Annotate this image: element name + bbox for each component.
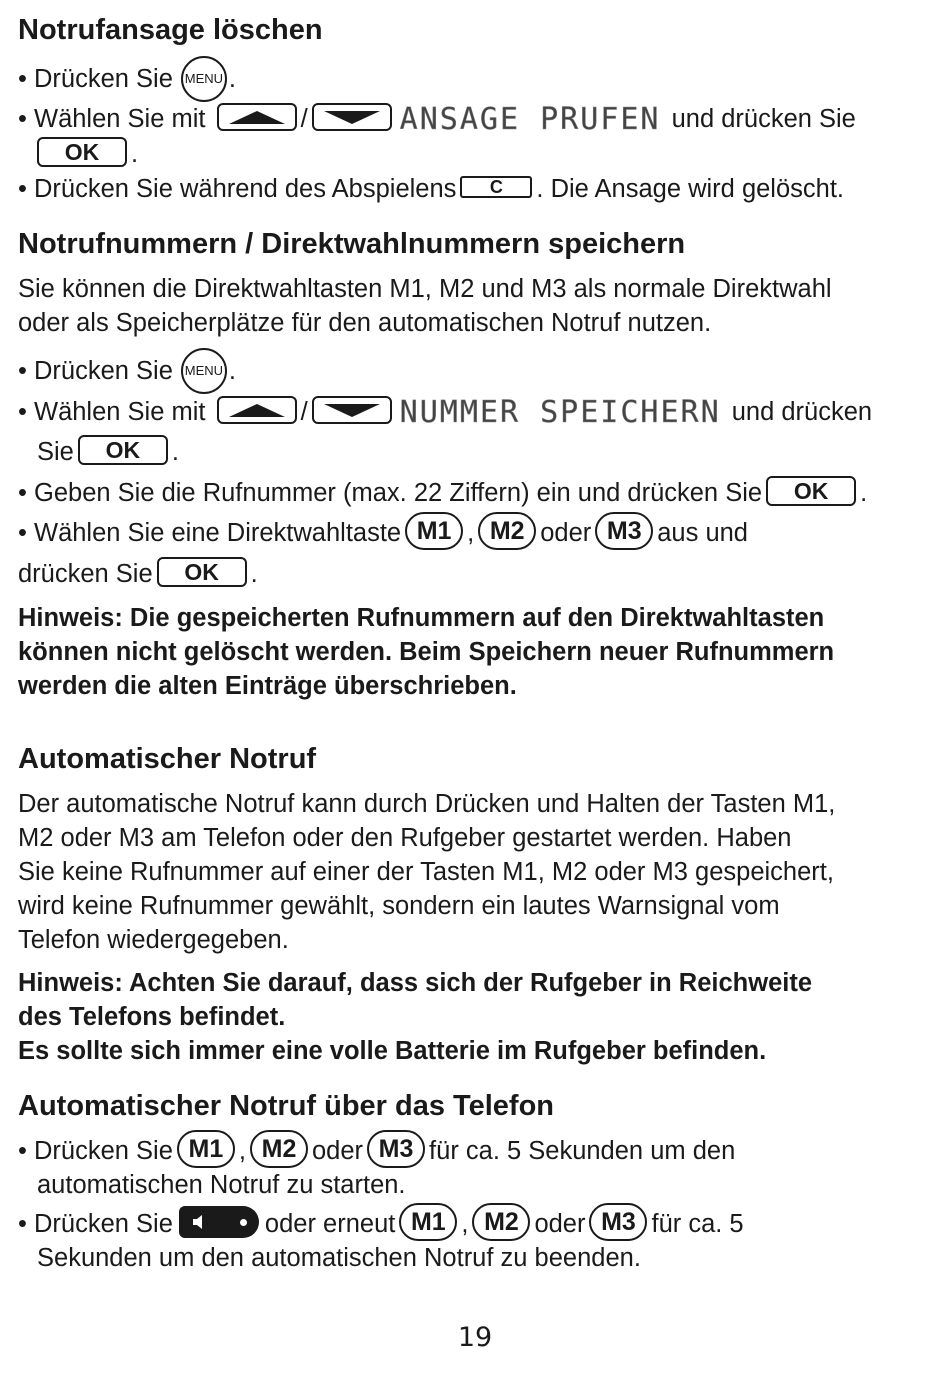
s3-paragraph-line-1: Der automatische Notruf kann durch Drücken und Halten der Tasten M1, <box>18 790 836 818</box>
s4-bullet-2: • Drücken Sie oder erneut M1 , M2 oder M3 für ca. 5 <box>18 1207 744 1241</box>
m2-key-icon: M2 <box>472 1203 530 1241</box>
m1-key-icon: M1 <box>399 1203 457 1241</box>
s4-bullet-1: • Drücken Sie M1 , M2 oder M3 für ca. 5 Sekunden um den <box>18 1134 735 1168</box>
s4-bullet-1-cont: automatischen Notruf zu starten. <box>37 1171 406 1199</box>
c-key-icon: C <box>460 176 532 198</box>
m2-key-icon: M2 <box>250 1130 308 1168</box>
section-title-automatischer-notruf: Automatischer Notruf <box>18 743 317 775</box>
page-number: 19 <box>457 1322 493 1353</box>
s3-paragraph-line-2: M2 oder M3 am Telefon oder den Rufgeber gestartet werden. Haben <box>18 824 792 852</box>
ok-key-icon: OK <box>78 435 168 465</box>
up-arrow-key-icon <box>217 396 297 424</box>
down-arrow-key-icon <box>312 396 392 424</box>
s2-paragraph-line-2: oder als Speicherplätze für den automatischen Notruf nutzen. <box>18 309 712 337</box>
s2-note-line-2: können nicht gelöscht werden. Beim Speichern neuer Rufnummern <box>18 638 835 666</box>
m1-key-icon: M1 <box>177 1130 235 1168</box>
m3-key-icon: M3 <box>595 512 653 550</box>
s3-paragraph-line-4: wird keine Rufnummer gewählt, sondern ein lautes Warnsignal vom <box>18 892 780 920</box>
s3-paragraph-line-3: Sie keine Rufnummer auf einer der Tasten M1, M2 oder M3 gespeichert, <box>18 858 834 886</box>
s2-bullet-4-cont: drücken Sie OK . <box>18 559 258 588</box>
ok-key-icon: OK <box>37 137 127 167</box>
s2-note-line-3: werden die alten Einträge überschrieben. <box>18 672 517 700</box>
lcd-text-ansage-prufen: ANSAGE PRUFEN <box>399 102 661 138</box>
s1-bullet-1: • Drücken Sie MENU . <box>18 62 236 96</box>
m3-key-icon: M3 <box>589 1203 647 1241</box>
s2-bullet-4: • Wählen Sie eine Direktwahltaste M1 , M2 oder M3 aus und <box>18 516 748 550</box>
section-title-notrufansage: Notrufansage löschen <box>18 14 323 46</box>
lcd-text-nummer-speichern: NUMMER SPEICHERN <box>399 395 721 431</box>
s1-bullet-2: • Wählen Sie mit / ANSAGE PRUFEN und drücken Sie <box>18 102 856 138</box>
m1-key-icon: M1 <box>405 512 463 550</box>
s1-bullet-3: • Drücken Sie während des Abspielens C . Die Ansage wird gelöscht. <box>18 175 845 203</box>
s3-note-line-1: Hinweis: Achten Sie darauf, dass sich der Rufgeber in Reichweite <box>18 969 813 997</box>
ok-key-icon: OK <box>157 557 247 587</box>
s1-bullet-2-cont: OK . <box>37 137 138 171</box>
s2-paragraph-line-1: Sie können die Direktwahltasten M1, M2 und M3 als normale Direktwahl <box>18 275 832 303</box>
m3-key-icon: M3 <box>367 1130 425 1168</box>
up-arrow-key-icon <box>217 103 297 131</box>
s3-note-line-3: Es sollte sich immer eine volle Batterie im Rufgeber befinden. <box>18 1037 767 1065</box>
m2-key-icon: M2 <box>478 512 536 550</box>
section-title-notruf-telefon: Automatischer Notruf über das Telefon <box>18 1090 555 1122</box>
s4-bullet-2-cont: Sekunden um den automatischen Notruf zu beenden. <box>37 1244 641 1272</box>
ok-key-icon: OK <box>766 476 856 506</box>
speaker-key-icon <box>179 1206 259 1238</box>
section-title-notrufnummern: Notrufnummern / Direktwahlnummern speichern <box>18 228 686 260</box>
menu-key-icon: MENU <box>181 348 227 394</box>
s3-paragraph-line-5: Telefon wiedergegeben. <box>18 926 289 954</box>
s3-note-line-2: des Telefons befindet. <box>18 1003 286 1031</box>
s2-bullet-2-cont: Sie OK . <box>37 437 179 466</box>
down-arrow-key-icon <box>312 103 392 131</box>
s2-bullet-1: • Drücken Sie MENU . <box>18 354 236 388</box>
menu-key-icon: MENU <box>181 56 227 102</box>
s2-bullet-3: • Geben Sie die Rufnummer (max. 22 Ziffern) ein und drücken Sie OK . <box>18 478 868 507</box>
s2-bullet-2: • Wählen Sie mit / NUMMER SPEICHERN und drücken <box>18 395 873 431</box>
s2-note-line-1: Hinweis: Die gespeicherten Rufnummern auf den Direktwahltasten <box>18 604 825 632</box>
